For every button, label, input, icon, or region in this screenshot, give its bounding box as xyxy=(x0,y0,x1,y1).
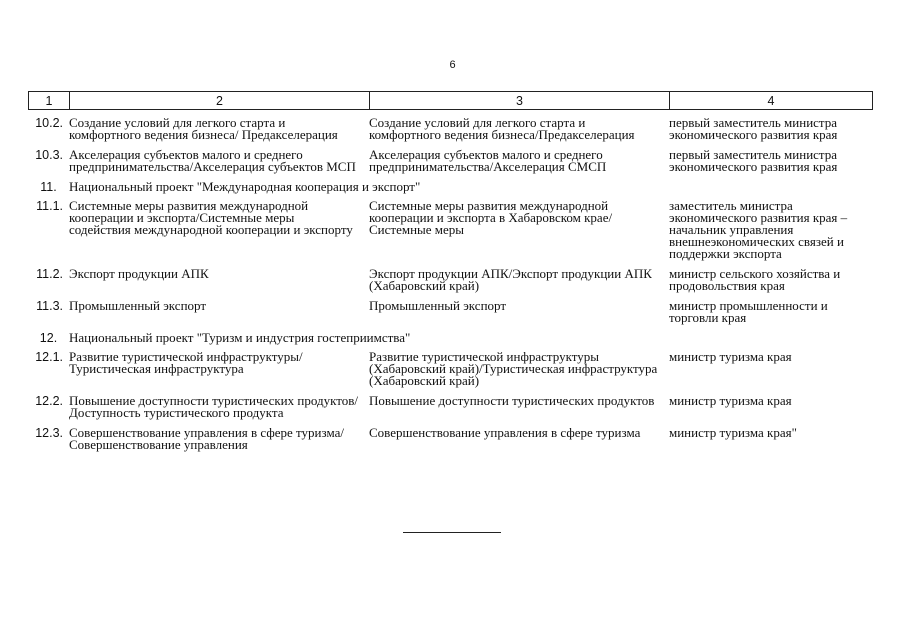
regional-project-name: Промышленный экспорт xyxy=(369,298,507,313)
table-row xyxy=(28,427,873,451)
regional-project-name: Совершенствование управления в сфере туризма xyxy=(369,425,641,440)
header-cell-4: 4 xyxy=(767,93,775,108)
table-header xyxy=(28,91,873,110)
table-row xyxy=(28,200,873,260)
responsible-person: министр туризма края xyxy=(669,349,792,364)
responsible-person: первый заместитель министра экономического развития края xyxy=(669,147,838,174)
regional-project-name: Акселерация субъектов малого и среднего предпринимательства/Акселерация СМСП xyxy=(369,147,607,174)
regional-project-name: Экспорт продукции АПК/Экспорт продукции АПК (Хабаровский край) xyxy=(369,266,652,293)
project-name: Промышленный экспорт xyxy=(69,298,207,313)
responsible-person: министр туризма края xyxy=(669,393,792,408)
project-name: Системные меры развития международной кооперации и экспорта/Системные меры содействия международной кооперации и экспорту xyxy=(69,198,353,237)
responsible-person: министр промышленности и торговли края xyxy=(669,298,828,325)
row-number: 11.1. xyxy=(36,199,63,213)
regional-project-name: Повышение доступности туристических продуктов xyxy=(369,393,655,408)
responsible-person: министр туризма края" xyxy=(669,425,797,440)
table-row xyxy=(28,351,873,387)
national-project-title: Национальный проект "Международная кооперация и экспорт" xyxy=(69,179,421,194)
regional-project-name: Системные меры развития международной кооперации и экспорта в Хабаровском крае/Системные меры xyxy=(369,198,613,237)
row-number: 12.1. xyxy=(35,350,63,364)
project-name: Экспорт продукции АПК xyxy=(69,266,209,281)
project-name: Создание условий для легкого старта и комфортного ведения бизнеса/ Предакселерация xyxy=(69,115,338,142)
table-row xyxy=(28,268,873,292)
row-number: 11.2. xyxy=(36,267,63,281)
page-number: 6 xyxy=(449,59,456,71)
row-number: 10.3. xyxy=(35,148,63,162)
header-cell-3: 3 xyxy=(370,92,670,109)
row-number: 10.2. xyxy=(35,116,63,130)
national-project-row xyxy=(28,332,873,344)
row-number: 12.2. xyxy=(35,394,63,408)
regional-project-name: Создание условий для легкого старта и комфортного ведения бизнеса/Предакселерация xyxy=(369,115,635,142)
project-name: Акселерация субъектов малого и среднего предпринимательства/Акселерация субъектов МСП xyxy=(69,147,356,174)
project-name: Повышение доступности туристических продуктов/Доступность туристического продукта xyxy=(69,393,358,420)
header-cell-2: 2 xyxy=(70,92,370,109)
row-number: 11.3. xyxy=(36,299,63,313)
project-name: Совершенствование управления в сфере туризма/Совершенствование управления xyxy=(69,425,344,452)
responsible-person: министр сельского хозяйства и продовольствия края xyxy=(669,266,841,293)
table-row xyxy=(28,117,873,141)
project-name: Развитие туристической инфраструктуры/ Туристическая инфраструктура xyxy=(69,349,303,376)
row-number: 11. xyxy=(40,180,57,194)
footer-divider xyxy=(403,532,501,533)
table-row xyxy=(28,395,873,419)
responsible-person: заместитель министра экономического развития края – начальник управления внешнеэкономических связей и поддержки экспорта xyxy=(669,198,848,261)
responsible-person: первый заместитель министра экономического развития края xyxy=(669,115,838,142)
header-cell-1: 1 xyxy=(29,92,70,109)
national-project-title: Национальный проект "Туризм и индустрия гостеприимства" xyxy=(69,330,411,345)
national-project-row xyxy=(28,181,873,193)
regional-project-name: Развитие туристической инфраструктуры (Хабаровский край)/Туристическая инфраструктура (Хабаровский край) xyxy=(369,349,658,388)
table-row xyxy=(28,149,873,173)
table-row xyxy=(28,300,873,324)
table-body xyxy=(28,117,873,459)
row-number: 12.3. xyxy=(35,426,63,440)
row-number: 12. xyxy=(39,331,58,345)
